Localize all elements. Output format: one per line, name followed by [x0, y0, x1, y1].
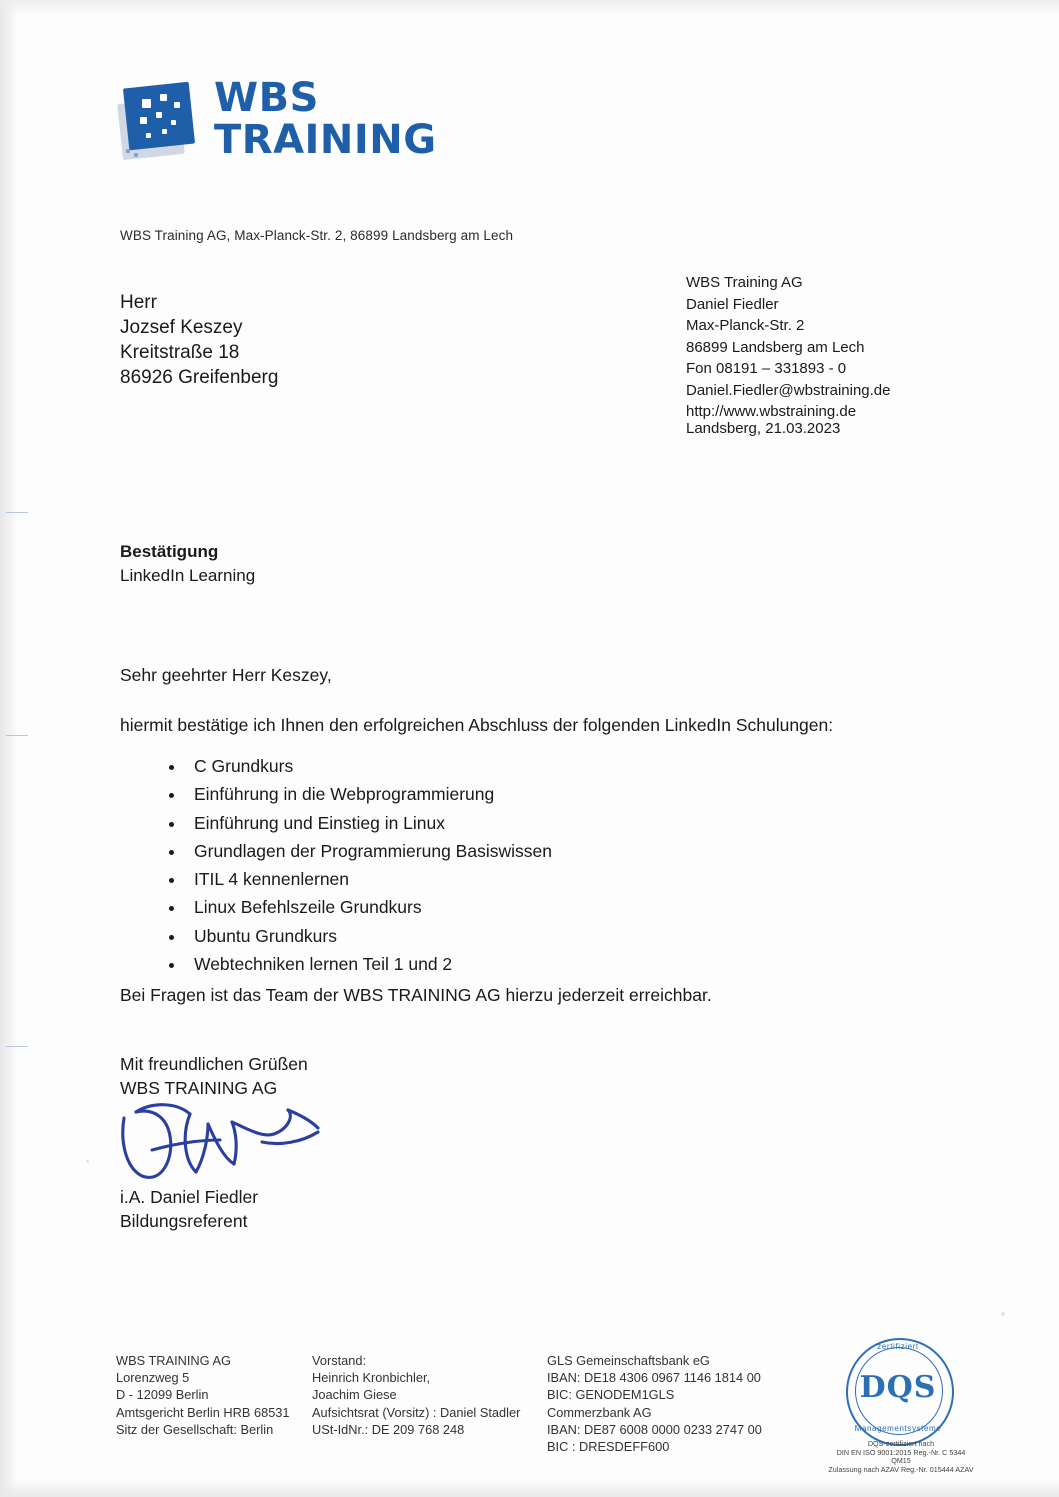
scan-edge-shadow-left [0, 0, 18, 1497]
footer-line: D - 12099 Berlin [116, 1387, 209, 1403]
footer-line: Sitz der Gesellschaft: Berlin [116, 1421, 274, 1437]
letter-footer [116, 1352, 816, 1455]
footer-column-company [116, 1352, 312, 1455]
list-item: • Grundlagen der Programmierung Basiswissen [186, 837, 552, 865]
sender-phone: Fon 08191 – 331893 - 0 [686, 360, 847, 377]
footer-line: GLS Gemeinschaftsbank eG [547, 1353, 710, 1368]
return-address-line: WBS Training AG, Max-Planck-Str. 2, 86899 Landsberg am Lech [120, 228, 514, 243]
sender-street: Max-Planck-Str. 2 [686, 317, 805, 334]
recipient-salutation: Herr [120, 292, 157, 313]
seal-mark: DQS [859, 1370, 937, 1405]
list-item: • ITIL 4 kennenlernen [186, 865, 552, 893]
logo-wordmark [214, 75, 437, 163]
footer-column-banking [547, 1352, 812, 1455]
fold-mark [6, 512, 28, 513]
logo-line-2: TRAINING [214, 117, 437, 163]
footer-line: BIC: GENODEM1GLS [547, 1387, 675, 1403]
footer-line: Heinrich Kronbichler, [312, 1370, 431, 1386]
fold-mark [6, 1046, 28, 1047]
seal-cert-line-2: DIN EN ISO 9001:2015 Reg.-Nr. C 5344 QM15 [836, 1447, 966, 1466]
list-item: • Linux Befehlszeile Grundkurs [186, 893, 552, 921]
seal-cert-line-1: DQS-zertifiziert nach [867, 1439, 935, 1448]
sender-website[interactable]: http://www.wbstraining.de [686, 403, 857, 420]
footer-line: Amtsgericht Berlin HRB 68531 [116, 1404, 290, 1420]
dqs-certification-seal-icon [828, 1336, 974, 1474]
signer-role: Bildungsreferent [120, 1211, 248, 1231]
subject-subtitle: LinkedIn Learning [120, 566, 256, 585]
handwritten-signature-icon [112, 1098, 342, 1190]
seal-cert-line-3: Zulassung nach AZAV Reg.-Nr. 015444 AZAV [828, 1464, 974, 1474]
footer-line: IBAN: DE87 6008 0000 0233 2747 00 [547, 1421, 762, 1437]
footer-line: WBS TRAINING AG [116, 1353, 231, 1368]
sender-company: WBS Training AG [686, 274, 803, 291]
place-and-date: Landsberg, 21.03.2023 [686, 420, 841, 437]
signer-block [120, 1185, 258, 1233]
sender-city: 86899 Landsberg am Lech [686, 338, 865, 356]
subject-title: Bestätigung [120, 542, 219, 561]
letter-intro-paragraph: hiermit bestätige ich Ihnen den erfolgreichen Abschluss der folgenden LinkedIn Schulungen: [120, 715, 834, 735]
footer-line: BIC : DRESDEFF600 [547, 1439, 670, 1455]
recipient-city: 86926 Greifenberg [120, 367, 279, 388]
sender-contact-name: Daniel Fiedler [686, 295, 779, 313]
seal-cert-text [828, 1440, 974, 1474]
company-logo [116, 75, 437, 163]
recipient-street: Kreitstraße 18 [120, 342, 240, 363]
subject-block [120, 540, 255, 588]
wbs-logo-mark-icon [116, 79, 200, 159]
footer-line: Vorstand: [312, 1353, 367, 1368]
letter-closing-note: Bei Fragen ist das Team der WBS TRAINING AG hierzu jederzeit erreichbar. [120, 985, 712, 1005]
seal-arc-bottom: Managementsysteme [854, 1424, 942, 1433]
footer-line: IBAN: DE18 4306 0967 1146 1814 00 [547, 1370, 761, 1386]
scan-speck [86, 1160, 89, 1163]
signoff-line-1: Mit freundlichen Grüßen [120, 1054, 308, 1074]
list-item: • Einführung in die Webprogrammierung [186, 780, 552, 808]
footer-line: Aufsichtsrat (Vorsitz) : Daniel Stadler [312, 1404, 521, 1420]
scan-edge-shadow-bottom [0, 1481, 1059, 1497]
recipient-address-block [120, 290, 278, 390]
list-item: • Webtechniken lernen Teil 1 und 2 [186, 950, 552, 978]
letter-signoff [120, 1052, 308, 1100]
recipient-name: Jozsef Keszey [120, 317, 243, 338]
signoff-line-2: WBS TRAINING AG [120, 1078, 278, 1098]
sender-email[interactable]: Daniel.Fiedler@wbstraining.de [686, 381, 891, 399]
list-item: • Einführung und Einstieg in Linux [186, 809, 552, 837]
signer-name: i.A. Daniel Fiedler [120, 1187, 259, 1207]
sender-contact-block [686, 272, 891, 423]
seal-arc-top: zertifiziert [877, 1342, 919, 1351]
list-item: • C Grundkurs [186, 752, 552, 780]
footer-column-board [312, 1352, 547, 1455]
letter-salutation: Sehr geehrter Herr Keszey, [120, 665, 332, 685]
footer-line: Commerzbank AG [547, 1404, 652, 1420]
scan-edge-shadow-top [0, 0, 1059, 14]
fold-mark [6, 735, 28, 736]
list-item: • Ubuntu Grundkurs [186, 922, 552, 950]
footer-line: USt-IdNr.: DE 209 768 248 [312, 1421, 465, 1437]
logo-line-1: WBS [214, 75, 319, 121]
footer-line: Joachim Giese [312, 1387, 397, 1403]
scan-speck [1001, 1312, 1005, 1316]
course-list [146, 752, 552, 978]
footer-line: Lorenzweg 5 [116, 1370, 190, 1386]
